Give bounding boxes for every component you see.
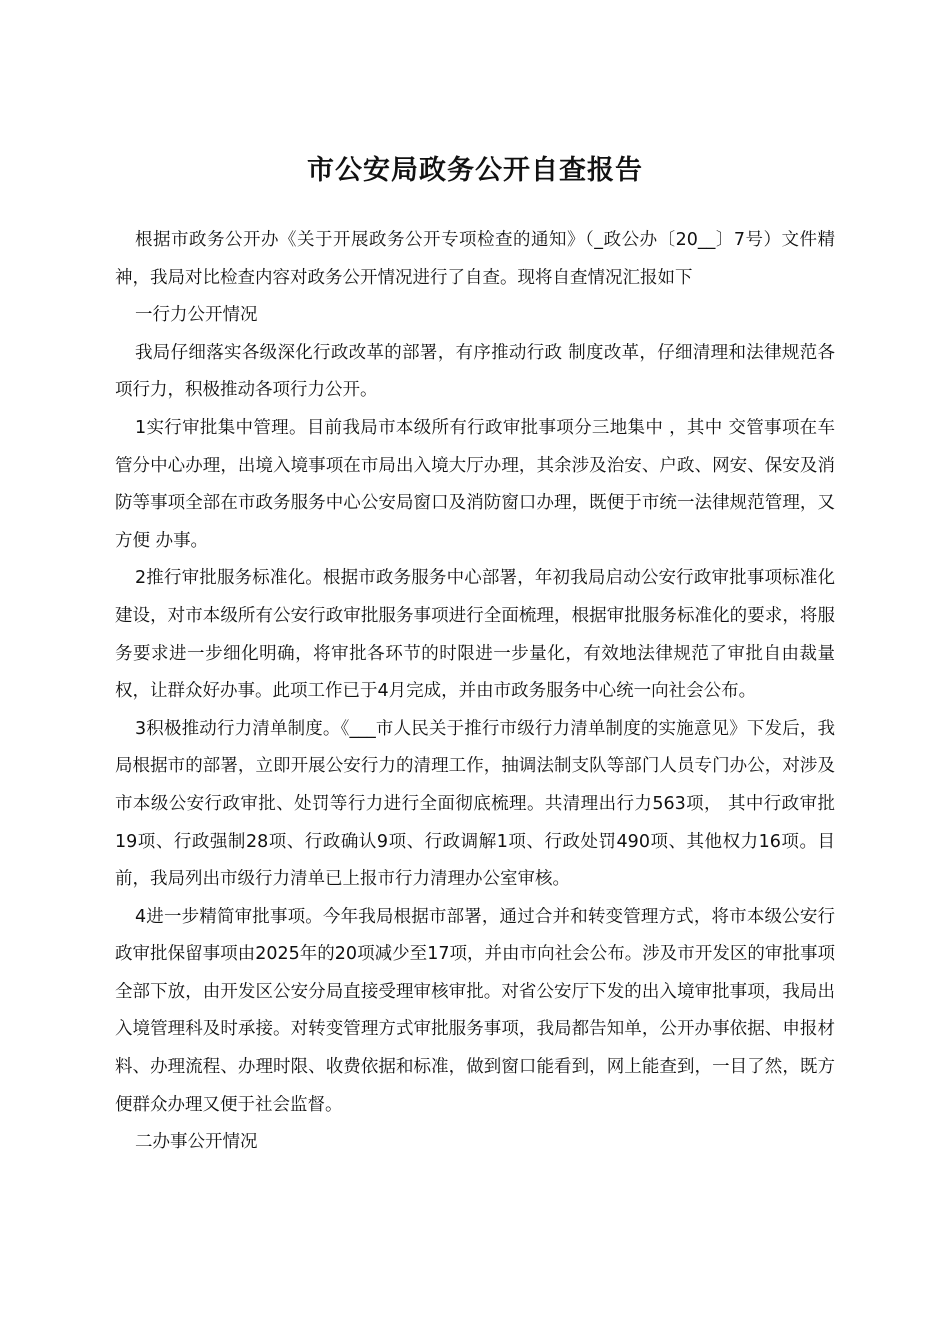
paragraph-item-3: 3积极推动行力清单制度。《___市人民关于推行市级行力清单制度的实施意见》下发后，我局根据市的部署，立即开展公安行力的清理工作，抽调法制支队等部门人员专门办公，对涉及市本级公安行政审批、处罚等行力进行全面彻底梳理。共清理出行力563项， 其中行政审批19项、行政强制28项、行政确认9项、行政调解1项、行政处罚490项、其他权力16项。目前，我局列出市级行力清单已上报市行力清理办公室审核。 xyxy=(115,718,835,890)
paragraph-item-4: 4进一步精简审批事项。今年我局根据市部署，通过合并和转变管理方式，将市本级公安行政审批保留事项由2025年的20项减少至17项，并由市向社会公布。涉及市开发区的审批事项全部下放，由开发区公安分局直接受理审核审批。对省公安厅下发的出入境审批事项，我局出入境管理科及时承接。对转变管理方式审批服务事项，我局都告知单，公开办事依据、申报材料、办理流程、办理时限、收费依据和标准，做到窗口能看到，网上能查到，一目了然，既方便群众办理又便于社会监督。 xyxy=(115,906,835,1115)
document-title: 市公安局政务公开自查报告 xyxy=(307,155,643,187)
paragraph-item-2: 2推行审批服务标准化。根据市政务服务中心部署，年初我局启动公安行政审批事项标准化建设，对市本级所有公安行政审批服务事项进行全面梳理，根据审批服务标准化的要求，将服务要求进一步细化明确，将审批各环节的时限进一步量化，有效地法律规范了审批自由裁量权，让群众好办事。此项工作已于4月完成，并由市政务服务中心统一向社会公布。 xyxy=(115,568,835,702)
paragraph-intro: 根据市政务公开办《关于开展政务公开专项检查的通知》（_政公办〔20__〕7号）文件精神，我局对比检查内容对政务公开情况进行了自查。现将自查情况汇报如下 xyxy=(115,230,835,288)
section-heading-2: 二办事公开情况 xyxy=(135,1132,258,1153)
paragraph-overview: 我局仔细落实各级深化行政改革的部署，有序推动行政 制度改革，仔细清理和法律规范各项行力，积极推动各项行力公开。 xyxy=(115,342,835,401)
paragraph-item-1: 1实行审批集中管理。目前我局市本级所有行政审批事项分三地集中 ，其中 交管事项在车管分中心办理，出境入境事项在市局出入境大厅办理，其余涉及治安、户政、网安、保安及消防等事项全部在市政务服务中心公安局窗口及消防窗口办理，既便于市统一法律规范管理，又方便 办事。 xyxy=(115,417,835,551)
section-heading-1: 一行力公开情况 xyxy=(135,305,258,326)
document-body xyxy=(115,222,835,1162)
